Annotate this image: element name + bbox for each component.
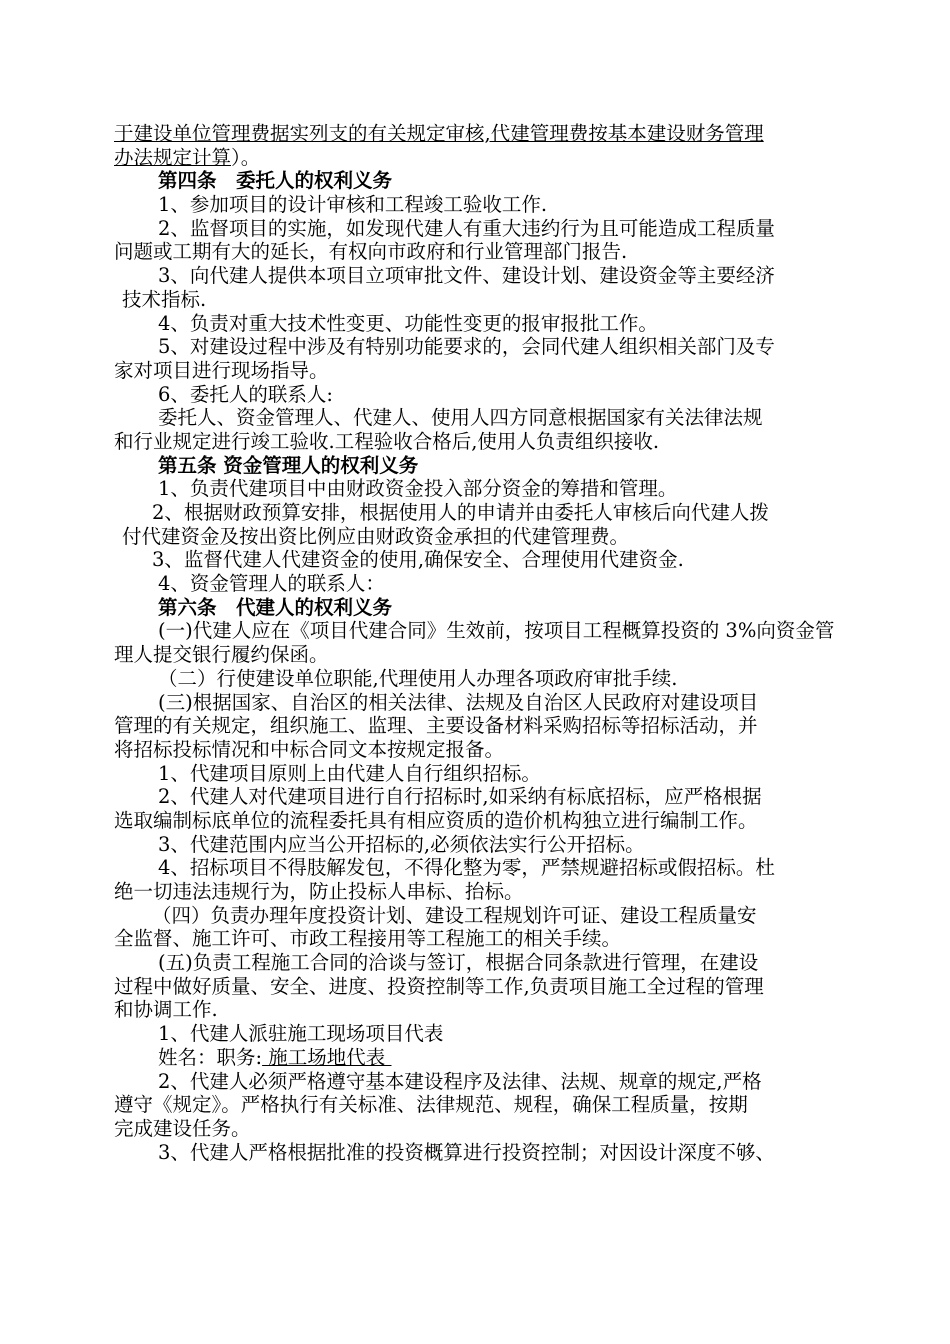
text-line: 理人提交银行履约保函。 [114,643,329,667]
text-line: （二）行使建设单位职能,代理使用人办理各项政府审批手续. [158,666,678,690]
text-line: 全监督、施工许可、市政工程接用等工程施工的相关手续。 [114,927,622,951]
document-page [114,122,870,1164]
text-line: 2、监督项目的实施，如发现代建人有重大违约行为且可能造成工程质量 [158,216,775,240]
text-line: 2、代建人必须严格遵守基本建设程序及法律、法规、规章的规定,严格 [158,1069,762,1093]
text-line: 4、负责对重大技术性变更、功能性变更的报审报批工作。 [158,311,658,335]
text-line: （四）负责办理年度投资计划、建设工程规划许可证、建设工程质量安 [152,903,757,927]
section-heading-5: 第五条 资金管理人的权利义务 [158,453,419,477]
text-line: 6、委托人的联系人: [158,382,333,406]
text-line: 3、向代建人提供本项目立项审批文件、建设计划、建设资金等主要经济 [158,264,775,288]
text-line: (五)负责工程施工合同的洽谈与签订，根据合同条款进行管理，在建设 [158,951,759,975]
text-line: (一)代建人应在《项目代建合同》生效前，按项目工程概算投资的 3%向资金管 [158,619,835,643]
text-line: 3、监督代建人代建资金的使用,确保安全、合理使用代建资金. [152,548,684,572]
text-line: 1、负责代建项目中由财政资金投入部分资金的筹措和管理。 [158,477,678,501]
text-line: 2、根据财政预算安排，根据使用人的申请并由委托人审核后向代建人拨 [152,501,769,524]
text-line: 和协调工作. [114,998,218,1022]
text-line: 问题或工期有大的延长，有权向市政府和行业管理部门报告. [114,240,628,264]
text-underlined: 办法规定计算 [114,145,232,169]
text-line: 1、参加项目的设计审核和工程竣工验收工作. [158,193,548,217]
text-line: 3、代建人严格根据批准的投资概算进行投资控制；对因设计深度不够、 [158,1140,775,1164]
text-line: 家对项目进行现场指导。 [114,358,329,382]
text-line: 5、对建设过程中涉及有特别功能要求的，会同代建人组织相关部门及专 [158,335,775,359]
text-line: 1、代建人派驻施工现场项目代表 [158,1022,444,1046]
text-line: 遵守《规定》。严格执行有关标准、法律规范、规程，确保工程质量，按期 [114,1093,748,1117]
text-line: 技术指标. [122,287,207,311]
section-heading-6: 第六条 代建人的权利义务 [158,595,393,619]
text-line: 选取编制标底单位的流程委托具有相应资质的造价机构独立进行编制工作。 [114,808,758,832]
text-line: 委托人、资金管理人、代建人、使用人四方同意根据国家有关法律法规 [158,406,763,430]
text-line: 于建设单位管理费据实列支的有关规定审核,代建管理费按基本建设财务管理 [114,122,764,145]
text-line: 4、招标项目不得肢解发包，不得化整为零，严禁规避招标或假招标。杜 [158,856,775,880]
text-line: 过程中做好质量、安全、进度、投资控制等工作,负责项目施工全过程的管理 [114,974,764,998]
text-line: 1、代建项目原则上由代建人自行组织招标。 [158,761,541,785]
position-value: 施工场地代表 [262,1045,392,1069]
text-line [114,1046,870,1070]
section-heading-4: 第四条 委托人的权利义务 [158,169,393,193]
text-line: (三)根据国家、自治区的相关法律、法规及自治区人民政府对建设项目 [158,690,759,714]
text-line [114,146,870,170]
name-position-label: 姓名：职务: [158,1045,263,1069]
text-line: 和行业规定进行竣工验收.工程验收合格后,使用人负责组织接收. [114,429,660,453]
text-tail: ）。 [231,145,261,169]
text-line: 管理的有关规定，组织施工、监理、主要设备材料采购招标等招标活动，并 [114,714,758,738]
text-line: 付代建资金及按出资比例应由财政资金承担的代建管理费。 [122,524,630,548]
text-line: 完成建设任务。 [114,1116,251,1140]
text-line: 将招标投标情况和中标合同文本按规定报备。 [114,737,505,761]
text-line: 2、代建人对代建项目进行自行招标时,如采纳有标底招标，应严格根据 [158,785,762,809]
text-line: 绝一切违法违规行为，防止投标人串标、抬标。 [114,880,524,903]
text-line: 3、代建范围内应当公开招标的,必须依法实行公开招标。 [158,832,645,856]
text-line: 4、资金管理人的联系人： [158,572,385,596]
